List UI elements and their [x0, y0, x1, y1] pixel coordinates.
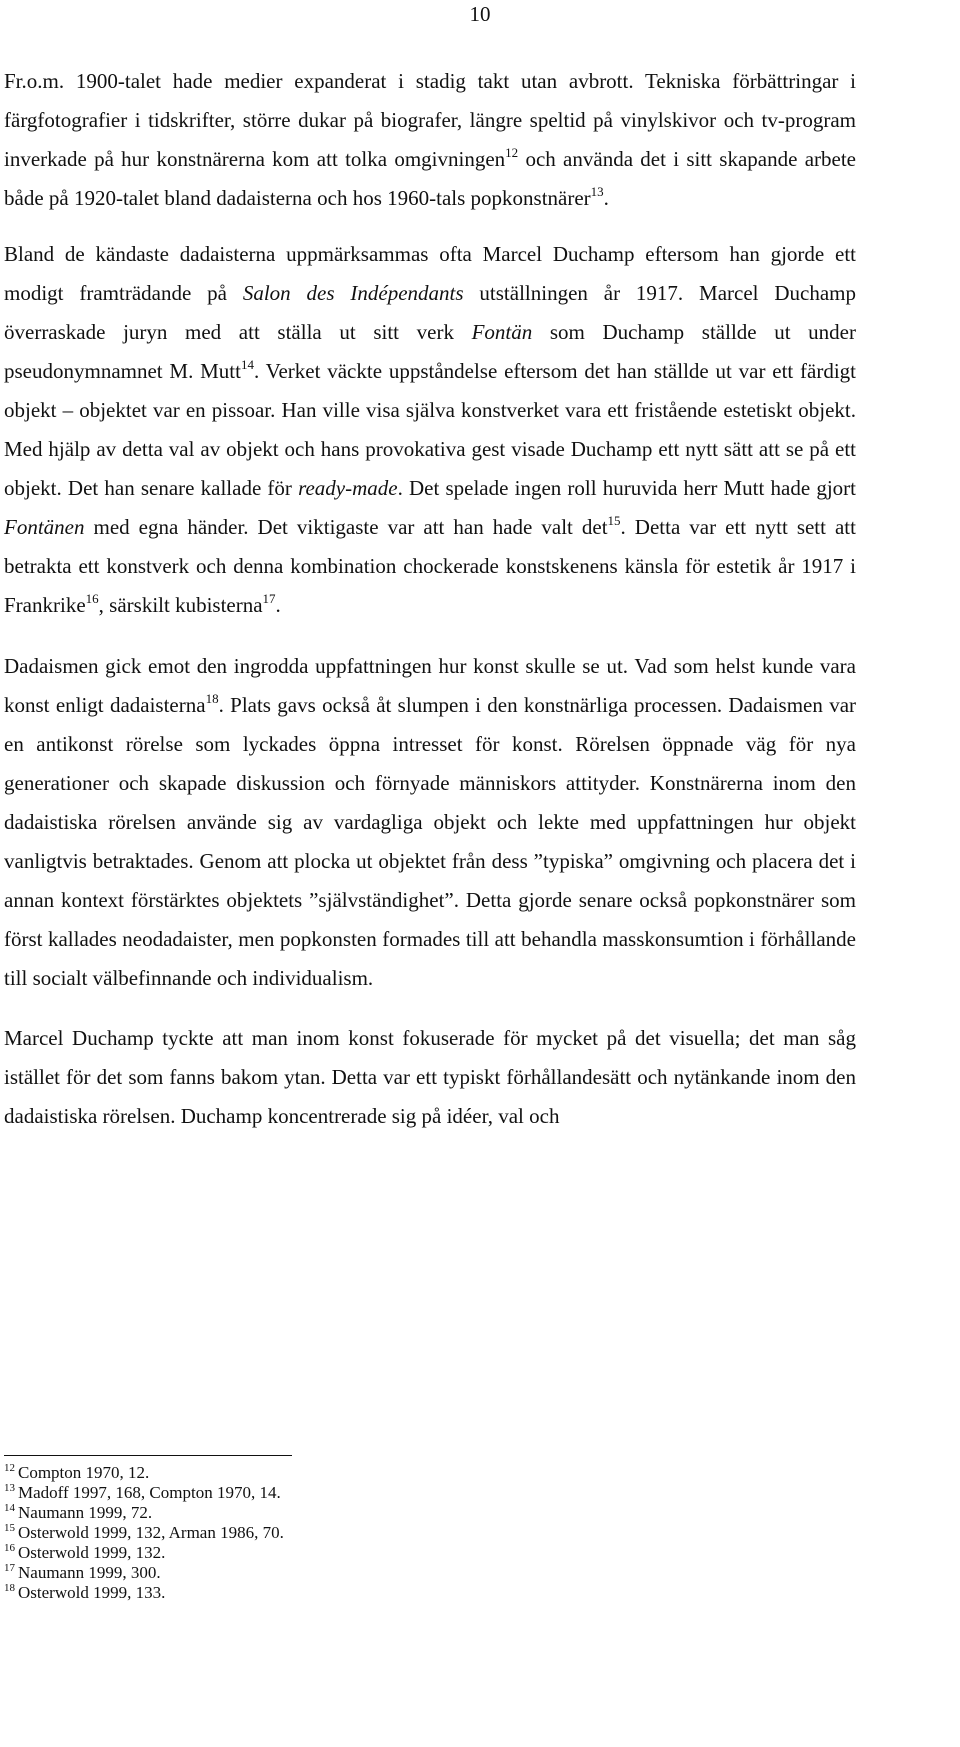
footnote: [4, 1583, 704, 1603]
footnote: [4, 1503, 704, 1523]
text-run: med egna händer. Det viktigaste var att han hade valt det: [84, 515, 608, 539]
text-run: . Detta var ett nytt sett att betrakta ett konstverk och denna kombination chockerade konstskenens känsla för estetik år 1917 i Frankrike: [4, 515, 856, 617]
footnote-number: 12: [4, 1462, 15, 1474]
footnote-number: 14: [4, 1502, 15, 1514]
paragraph: [4, 1019, 856, 1136]
footnote-reference: 12: [505, 145, 519, 160]
text-run: .: [603, 186, 609, 210]
footnote-text: Compton 1970, 12.: [18, 1463, 150, 1482]
paragraph: [4, 62, 856, 218]
footnote: [4, 1483, 704, 1503]
footnote-number: 17: [4, 1562, 15, 1574]
italic-title: Fontänen: [4, 515, 85, 539]
footnote-text: Osterwold 1999, 132.: [18, 1543, 166, 1562]
footnote-number: 18: [4, 1582, 15, 1594]
text-run: och använda det i sitt skapande arbete både på 1920-talet bland dadaisterna och hos 1960-tals popkonstnärer: [4, 147, 857, 210]
footnote-reference: 15: [607, 513, 621, 528]
text-run: utställningen år 1917. Marcel Duchamp överraskade juryn med att ställa ut sitt verk: [4, 281, 856, 344]
paragraph: [4, 647, 856, 998]
text-run: som Duchamp ställde ut under pseudonymnamnet M. Mutt: [4, 320, 856, 383]
footnote-reference: 17: [262, 591, 276, 606]
text-run: Dadaismen gick emot den ingrodda uppfattningen hur konst skulle se ut. Vad som helst kunde vara konst enligt dadaisterna: [4, 654, 856, 717]
page-number: 10: [469, 2, 491, 26]
footnote-text: Naumann 1999, 72.: [18, 1503, 153, 1522]
footnote-number: 16: [4, 1542, 15, 1554]
footnotes: [4, 1463, 704, 1603]
footnote-reference: 16: [85, 591, 99, 606]
italic-title: ready-made: [298, 476, 398, 500]
footnote-number: 15: [4, 1522, 15, 1534]
footnote-text: Osterwold 1999, 133.: [18, 1583, 166, 1602]
footnote-reference: 13: [590, 184, 604, 199]
footnote: [4, 1543, 704, 1563]
footnote-reference: 14: [240, 357, 254, 372]
footnote-separator: [4, 1455, 292, 1456]
footnote-text: Osterwold 1999, 132, Arman 1986, 70.: [18, 1523, 284, 1542]
text-run: . Plats gavs också åt slumpen i den konstnärliga processen. Dadaismen var en antikonst rörelse som lyckades öppna intresset för konst. Rörelsen öppnade väg för nya generationer och skapade diskussion och förnyade människors attityder. Konstnärerna inom den dadaistiska rörelsen använde sig av vardagliga objekt och lekte med uppfattningen hur objekt vanligtvis betraktades. Genom att plocka ut objektet från dess ”typiska” omgivning och placera det i annan kontext förstärktes objektets ”självständighet”. Detta gjorde senare också popkonstnärer som först kallades neodadaister, men popkonsten formades till att behandla masskonsumtion i förhållande till socialt välbefinnande och individualism.: [4, 693, 857, 990]
footnote: [4, 1563, 704, 1583]
text-run: . Det spelade ingen roll huruvida herr Mutt hade gjort: [397, 476, 856, 500]
text-run: .: [275, 593, 281, 617]
italic-title: Fontän: [471, 320, 533, 344]
text-run: , särskilt kubisterna: [98, 593, 263, 617]
italic-title: Salon des Indépendants: [242, 281, 464, 305]
text-run: Bland de kändaste dadaisterna uppmärksammas ofta Marcel Duchamp eftersom han gjorde ett modigt framträdande på: [4, 242, 856, 305]
footnote: [4, 1523, 704, 1543]
footnote-reference: 18: [205, 691, 219, 706]
footnote-number: 13: [4, 1482, 15, 1494]
text-run: . Verket väckte uppståndelse eftersom det han ställde ut var ett färdigt objekt – objektet var en pissoar. Han ville visa själva konstverket vara ett fristående estetiskt objekt. Med hjälp av detta val av objekt och hans provokativa gest visade Duchamp ett nytt sätt att se på ett objekt. Det han senare kallade för: [4, 359, 856, 500]
footnote-text: Madoff 1997, 168, Compton 1970, 14.: [18, 1483, 281, 1502]
paragraph: [4, 235, 856, 625]
footnote-text: Naumann 1999, 300.: [18, 1563, 161, 1582]
text-run: Marcel Duchamp tyckte att man inom konst fokuserade för mycket på det visuella; det man såg istället för det som fanns bakom ytan. Detta var ett typiskt förhållandesätt och nytänkande inom den dadaistiska rörelsen. Duchamp koncentrerade sig på idéer, val och: [4, 1026, 856, 1128]
body-text: [4, 62, 856, 1136]
text-run: Fr.o.m. 1900-talet hade medier expanderat i stadig takt utan avbrott. Tekniska förbättringar i färgfotografier i tidskrifter, större dukar på biografer, längre speltid på vinylskivor och tv-program inverkade på hur konstnärerna kom att tolka omgivningen: [4, 69, 856, 171]
footnote: [4, 1463, 704, 1483]
